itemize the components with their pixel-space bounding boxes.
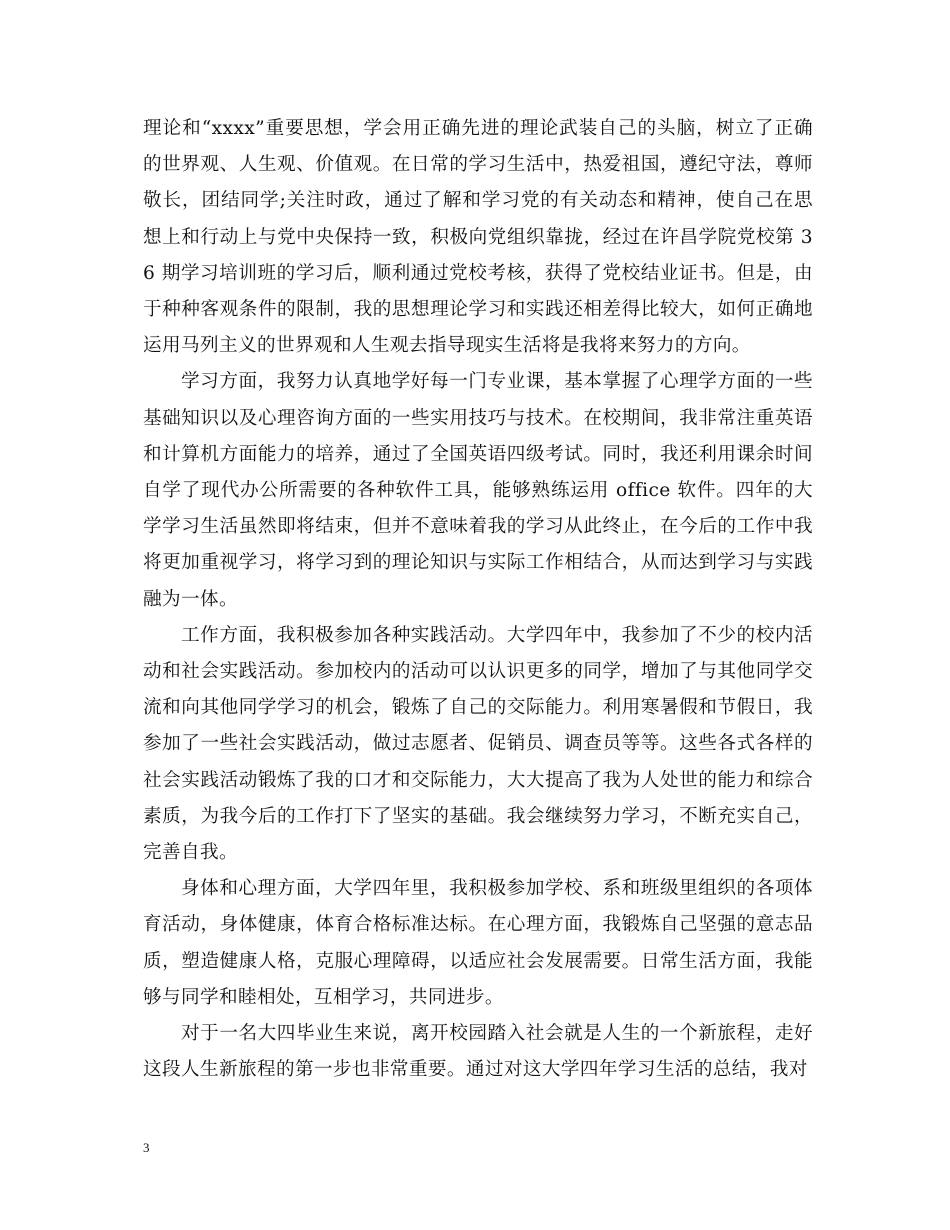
paragraph-study: 学习方面，我努力认真地学好每一门专业课，基本掌握了心理学方面的一些基础知识以及心理咨询方面的一些实用技巧与技术。在校期间，我非常注重英语和计算机方面能力的培养，通过了全国英语四级考试。同时，我还利用课余时间自学了现代办公所需要的各种软件工具，能够熟练运用 office 软件。四年的大学学习生活虽然即将结束，但并不意味着我的学习从此终止，在今后的工作中我将更加重视学习，将学习到的理论知识与实际工作相结合，从而达到学习与实践融为一体。 [143,371,813,610]
paragraph-continuation: 理论和“xxxx”重要思想，学会用正确先进的理论武装自己的头脑，树立了正确的世界观、人生观、价值观。在日常的学习生活中，热爱祖国，遵纪守法，尊师敬长，团结同学;关注时政，通过了解和学习党的有关动态和精神，使自己在思想上和行动上与党中央保持一致，积极向党组织靠拢，经过在许昌学院党校第 36 期学习培训班的学习后，顺利通过党校考核，获得了党校结业证书。但是，由于种种客观条件的限制，我的思想理论学习和实践还相差得比较大，如何正确地运用马列主义的世界观和人生观去指导现实生活将是我将来努力的方向。 [143,118,813,357]
paragraph-health: 身体和心理方面，大学四年里，我积极参加学校、系和班级里组织的各项体育活动，身体健康，体育合格标准达标。在心理方面，我锻炼自己坚强的意志品质，塑造健康人格，克服心理障碍，以适应社会发展需要。日常生活方面，我能够与同学和睦相处，互相学习，共同进步。 [143,878,813,1008]
document-body [143,111,813,1088]
paragraph-graduation: 对于一名大四毕业生来说，离开校园踏入社会就是人生的一个新旅程，走好这段人生新旅程的第一步也非常重要。通过对这大学四年学习生活的总结，我对 [143,1023,813,1081]
paragraph-work: 工作方面，我积极参加各种实践活动。大学四年中，我参加了不少的校内活动和社会实践活动。参加校内的活动可以认识更多的同学，增加了与其他同学交流和向其他同学学习的机会，锻炼了自己的交际能力。利用寒暑假和节假日，我参加了一些社会实践活动，做过志愿者、促销员、调查员等等。这些各式各样的社会实践活动锻炼了我的口才和交际能力，大大提高了我为人处世的能力和综合素质，为我今后的工作打下了坚实的基础。我会继续努力学习，不断充实自己，完善自我。 [143,624,813,864]
page-number: 3 [143,1140,150,1155]
